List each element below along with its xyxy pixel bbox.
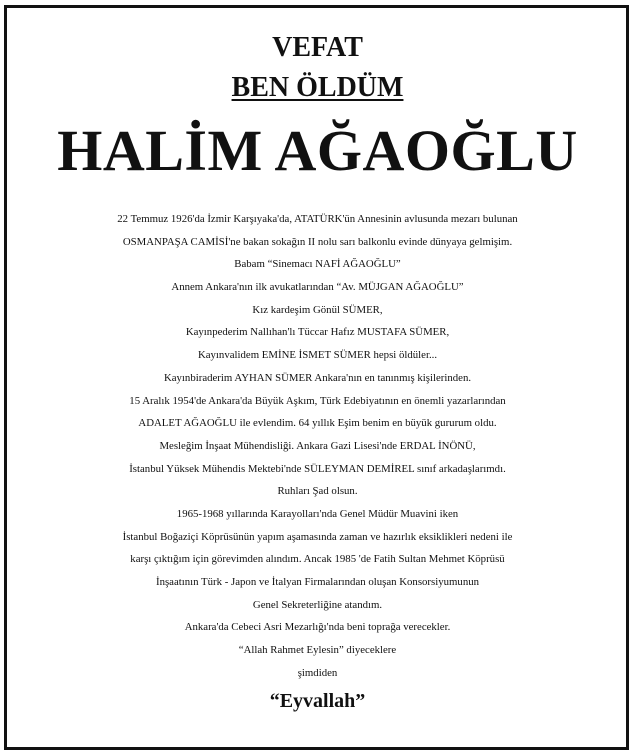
body-line: 22 Temmuz 1926'da İzmir Karşıyaka'da, ATATÜRK'ün Annesinin avlusunda mezarı bulunan	[117, 213, 518, 225]
deceased-name: HALİM AĞAOĞLU	[57, 118, 578, 183]
body-line: Babam “Sinemacı NAFİ AĞAOĞLU”	[234, 258, 401, 271]
body-line: Kayınpederim Nallıhan'lı Tüccar Hafız MUSTAFA SÜMER,	[185, 326, 450, 339]
body-line: Genel Sekreterliğine atandım.	[252, 598, 383, 611]
body-line: OSMANPAŞA CAMİSİ'ne bakan sokağın II nolu sarı balkonlu evinde dünyaya gelmişim.	[122, 235, 513, 248]
body-line: 1965-1968 yıllarında Karayolları'nda Genel Müdür Muavini iken	[176, 507, 459, 520]
body-line: İstanbul Yüksek Mühendis Mektebi'nde SÜLEYMAN DEMİREL sınıf arkadaşlarımdı.	[129, 462, 506, 475]
body-line: Ruhları Şad olsun.	[277, 485, 358, 498]
body-line: Kayınbiraderim AYHAN SÜMER Ankara'nın en tanınmış kişilerinden.	[163, 371, 472, 384]
body-line: “Allah Rahmet Eylesin” diyeceklere	[238, 644, 397, 657]
body-line: Kız kardeşim Gönül SÜMER,	[252, 303, 383, 316]
obituary-body	[0, 208, 635, 684]
body-line: Kayınvalidem EMİNE İSMET SÜMER hepsi öldüler...	[197, 349, 438, 362]
closing-farewell: “Eyvallah”	[269, 690, 366, 712]
body-line: 15 Aralık 1954'de Ankara'da Büyük Aşkım, Türk Edebiyatının en önemli yazarlarından	[129, 394, 506, 407]
body-line: karşı çıktığım için görevimden alındım. Ancak 1985 'de Fatih Sultan Mehmet Köprüsü	[130, 553, 505, 566]
body-line: İnşaatının Türk - Japon ve İtalyan Firmalarından oluşan Konsorsiyumunun	[155, 576, 480, 588]
body-line: İstanbul Boğaziçi Köprüsünün yapım aşamasında zaman ve hazırlık eksiklikleri nedeni ile	[122, 530, 513, 543]
body-line: şimdiden	[297, 666, 338, 679]
body-line: ADALET AĞAOĞLU ile evlendim. 64 yıllık Eşim benim en büyük gururum oldu.	[138, 417, 497, 430]
notice-subheading	[0, 74, 635, 102]
notice-heading: VEFAT	[272, 32, 363, 63]
subheading-text: BEN ÖLDÜM	[231, 72, 404, 103]
body-line: Ankara'da Cebeci Asri Mezarlığı'nda beni toprağa verecekler.	[184, 621, 451, 634]
body-line: Mesleğim İnşaat Mühendisliği. Ankara Gazi Lisesi'nde ERDAL İNÖNÜ,	[159, 439, 476, 452]
body-line: Annem Ankara'nın ilk avukatlarından “Av. MÜJGAN AĞAOĞLU”	[171, 281, 464, 294]
